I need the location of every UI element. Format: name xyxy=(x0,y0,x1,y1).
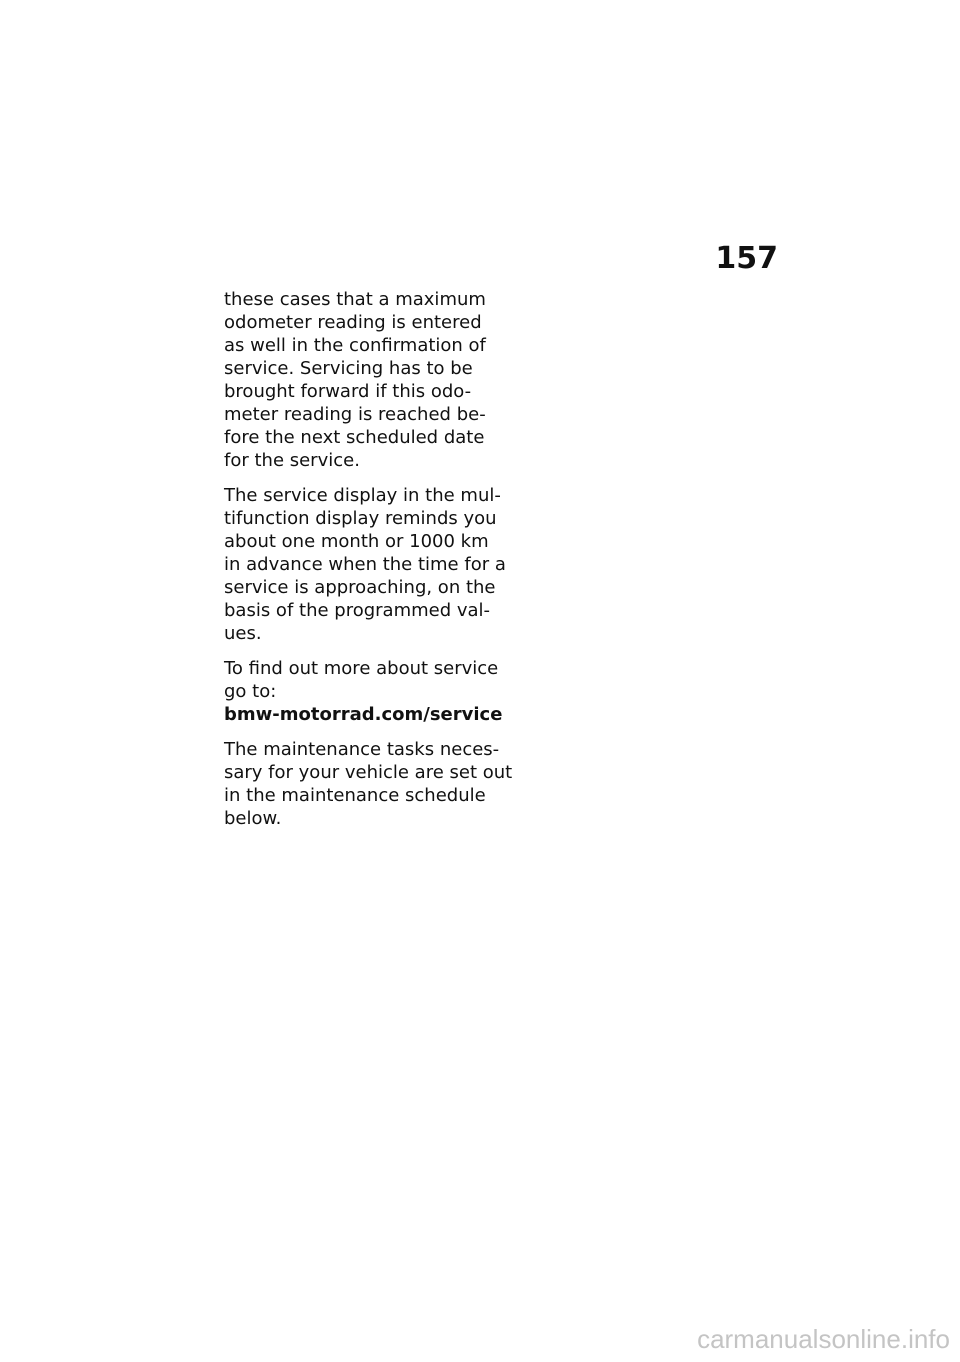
text-line: The service display in the mul- xyxy=(224,485,501,506)
text-line: sary for your vehicle are set out xyxy=(224,762,513,783)
text-line: about one month or 1000 km xyxy=(224,531,489,552)
paragraph-service-display xyxy=(224,484,506,645)
paragraph-more-info xyxy=(224,657,503,726)
text-line: below. xyxy=(224,808,282,829)
text-line: odometer reading is entered xyxy=(224,312,482,333)
paragraph-maintenance-tasks xyxy=(224,738,513,830)
paragraph-odometer-reading xyxy=(224,288,496,472)
text-line: basis of the programmed val- xyxy=(224,600,491,621)
text-line: for the service. xyxy=(224,450,360,471)
text-line: go to: xyxy=(224,681,277,702)
text-line: service. Servicing has to be xyxy=(224,358,473,379)
text-line: service is approaching, on the xyxy=(224,577,496,598)
text-line: in advance when the time for a xyxy=(224,554,506,575)
watermark: carmanualsonline.info xyxy=(697,1324,950,1354)
text-line: these cases that a maximum xyxy=(224,289,486,310)
text-line: ues. xyxy=(224,623,262,644)
text-line: brought forward if this odo- xyxy=(224,381,472,402)
text-line: as well in the confirmation of xyxy=(224,335,486,356)
text-line: meter reading is reached be- xyxy=(224,404,486,425)
service-link[interactable]: bmw-motorrad.com/service xyxy=(224,704,503,725)
text-line: tifunction display reminds you xyxy=(224,508,497,529)
page-number: 157 xyxy=(715,241,778,276)
text-line: To find out more about service xyxy=(224,658,499,679)
text-line: in the maintenance schedule xyxy=(224,785,486,806)
text-column xyxy=(224,288,513,842)
text-line: The maintenance tasks neces- xyxy=(224,739,500,760)
text-line: fore the next scheduled date xyxy=(224,427,485,448)
